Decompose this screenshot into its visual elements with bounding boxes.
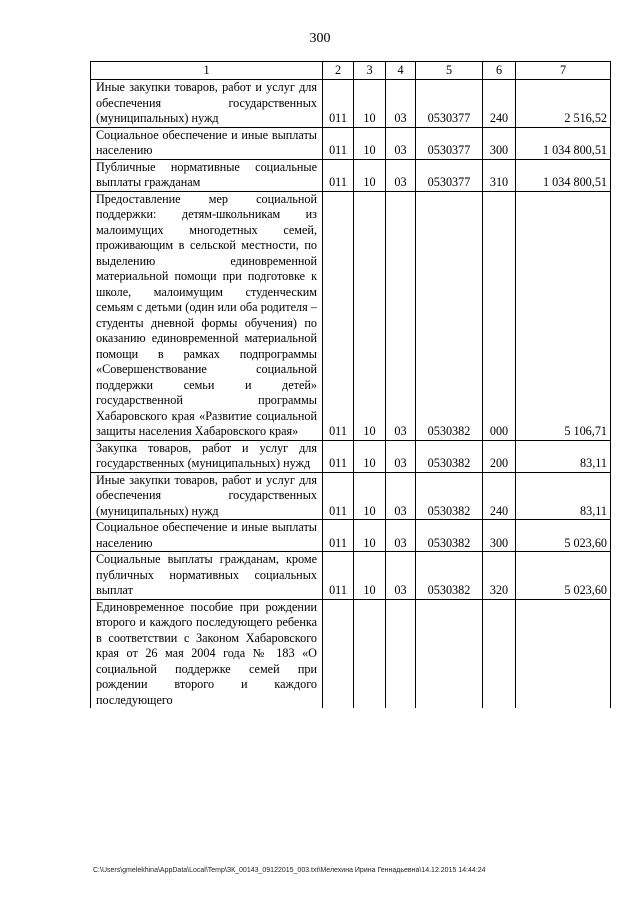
row-name: Социальное обеспечение и иные выплаты населению xyxy=(91,520,323,552)
expense-type-code xyxy=(483,599,516,708)
amount: 1 034 800,51 xyxy=(516,127,611,159)
row-name: Социальное обеспечение и иные выплаты населению xyxy=(91,127,323,159)
ministry-code: 011 xyxy=(323,440,354,472)
expense-type-code: 310 xyxy=(483,159,516,191)
amount: 2 516,52 xyxy=(516,80,611,128)
amount: 1 034 800,51 xyxy=(516,159,611,191)
amount: 5 023,60 xyxy=(516,520,611,552)
subsection-code: 03 xyxy=(386,520,416,552)
amount: 5 023,60 xyxy=(516,552,611,600)
target-code xyxy=(416,599,483,708)
amount xyxy=(516,599,611,708)
column-header: 5 xyxy=(416,62,483,80)
column-header: 4 xyxy=(386,62,416,80)
table-row xyxy=(91,127,611,159)
page-number: 300 xyxy=(309,31,331,46)
target-code: 0530377 xyxy=(416,127,483,159)
expense-type-code: 320 xyxy=(483,552,516,600)
ministry-code: 011 xyxy=(323,80,354,128)
amount: 83,11 xyxy=(516,440,611,472)
subsection-code: 03 xyxy=(386,127,416,159)
ministry-code: 011 xyxy=(323,127,354,159)
ministry-code xyxy=(323,599,354,708)
amount: 83,11 xyxy=(516,472,611,520)
expense-type-code: 300 xyxy=(483,520,516,552)
ministry-code: 011 xyxy=(323,159,354,191)
table-row xyxy=(91,552,611,600)
target-code: 0530382 xyxy=(416,552,483,600)
expense-type-code: 240 xyxy=(483,472,516,520)
table-row xyxy=(91,472,611,520)
target-code: 0530382 xyxy=(416,520,483,552)
target-code: 0530382 xyxy=(416,472,483,520)
ministry-code: 011 xyxy=(323,520,354,552)
subsection-code: 03 xyxy=(386,440,416,472)
row-name: Социальные выплаты гражданам, кроме публичных нормативных социальных выплат xyxy=(91,552,323,600)
section-code: 10 xyxy=(354,191,386,440)
section-code: 10 xyxy=(354,159,386,191)
ministry-code: 011 xyxy=(323,552,354,600)
expense-type-code: 240 xyxy=(483,80,516,128)
subsection-code: 03 xyxy=(386,191,416,440)
expense-type-code: 300 xyxy=(483,127,516,159)
row-name: Публичные нормативные социальные выплаты гражданам xyxy=(91,159,323,191)
row-name: Иные закупки товаров, работ и услуг для обеспечения государственных (муниципальных) нужд xyxy=(91,472,323,520)
table-row xyxy=(91,191,611,440)
row-name: Иные закупки товаров, работ и услуг для обеспечения государственных (муниципальных) нужд xyxy=(91,80,323,128)
section-code: 10 xyxy=(354,80,386,128)
column-header: 6 xyxy=(483,62,516,80)
expense-type-code: 200 xyxy=(483,440,516,472)
row-name: Закупка товаров, работ и услуг для государственных (муниципальных) нужд xyxy=(91,440,323,472)
target-code: 0530382 xyxy=(416,440,483,472)
subsection-code xyxy=(386,599,416,708)
section-code: 10 xyxy=(354,127,386,159)
column-header: 7 xyxy=(516,62,611,80)
section-code: 10 xyxy=(354,552,386,600)
subsection-code: 03 xyxy=(386,552,416,600)
table-row xyxy=(91,599,611,708)
target-code: 0530382 xyxy=(416,191,483,440)
amount: 5 106,71 xyxy=(516,191,611,440)
column-header: 1 xyxy=(91,62,323,80)
expense-type-code: 000 xyxy=(483,191,516,440)
column-header: 2 xyxy=(323,62,354,80)
table-header-row xyxy=(91,62,611,80)
subsection-code: 03 xyxy=(386,472,416,520)
table-row xyxy=(91,520,611,552)
file-path-footer: C:\Users\gmelekhina\AppData\Local\Temp\ЗК_00143_09122015_003.txt\Мелехина Ирина Геннадьевна\14.12.2015 14:44:24 xyxy=(93,867,486,874)
table-row xyxy=(91,440,611,472)
ministry-code: 011 xyxy=(323,472,354,520)
section-code: 10 xyxy=(354,520,386,552)
subsection-code: 03 xyxy=(386,80,416,128)
subsection-code: 03 xyxy=(386,159,416,191)
row-name: Единовременное пособие при рождении второго и каждого последующего ребенка в соответствии с Законом Хабаровского края от 26 мая 2004 года № 183 «О социальной поддержке семей при рождении второго и каждого последующего xyxy=(91,599,323,708)
target-code: 0530377 xyxy=(416,159,483,191)
target-code: 0530377 xyxy=(416,80,483,128)
budget-table xyxy=(90,61,611,708)
row-name: Предоставление мер социальной поддержки: детям-школьникам из малоимущих многодетных семей, проживающим в сельской местности, по выделению единовременной материальной помощи при подготовке к школе, малоимущим студенческим семьям с детьми (один или оба родителя – студенты дневной формы обучения) по оказанию единовременной материальной помощи в рамках подпрограммы «Совершенствование социальной поддержки семьи и детей» государственной программы Хабаровского края «Развитие социальной защиты населения Хабаровского края» xyxy=(91,191,323,440)
section-code xyxy=(354,599,386,708)
table-row xyxy=(91,159,611,191)
section-code: 10 xyxy=(354,472,386,520)
ministry-code: 011 xyxy=(323,191,354,440)
section-code: 10 xyxy=(354,440,386,472)
column-header: 3 xyxy=(354,62,386,80)
table-row xyxy=(91,80,611,128)
